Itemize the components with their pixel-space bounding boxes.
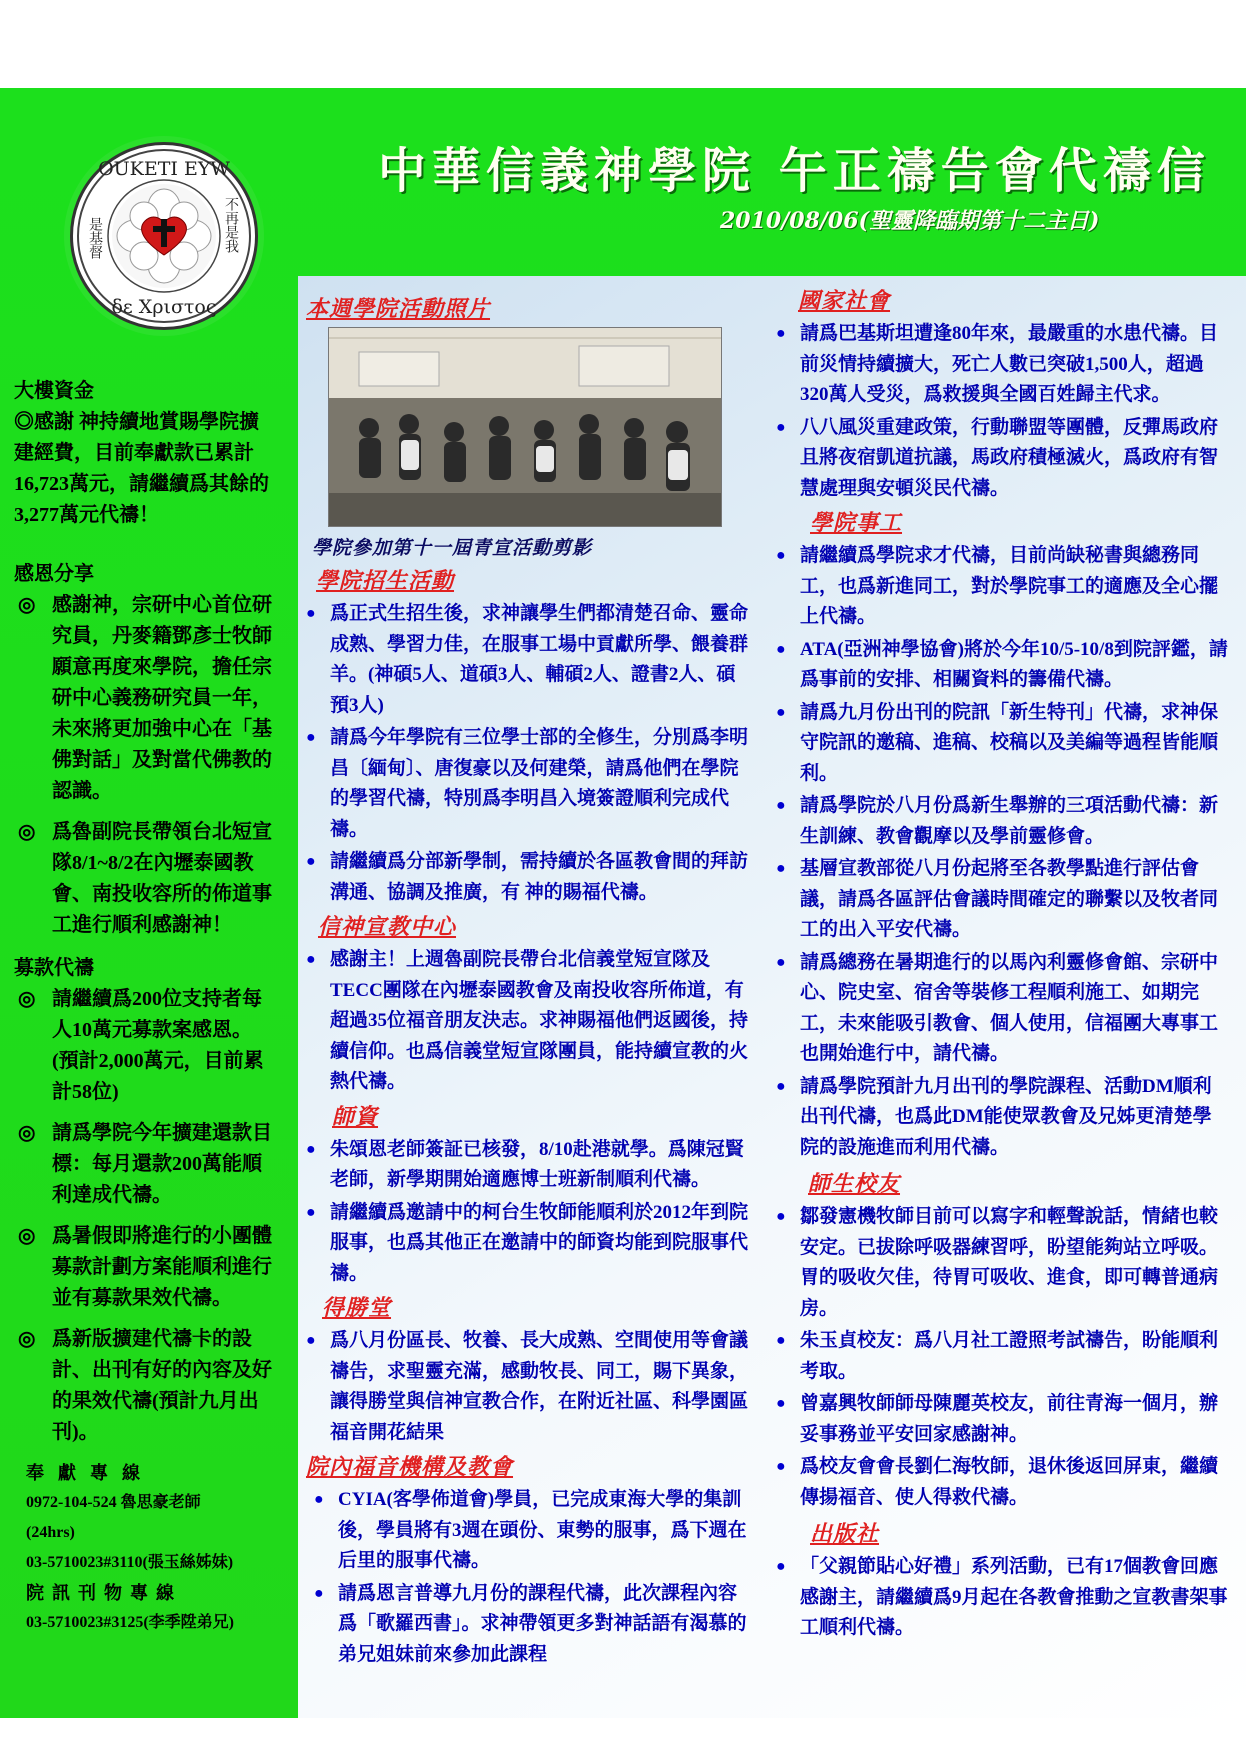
svg-text:OUKETI EYW: OUKETI EYW bbox=[98, 158, 230, 180]
list-item: ● 請爲學院預計九月出刊的學院課程、活動DM順利出刊代禱，也爲此DM能使眾教會及兄姊更清楚學院的設施進而利用代禱。 bbox=[776, 1072, 1228, 1164]
svg-text:不再是我: 不再是我 bbox=[223, 197, 239, 253]
list-item: ● 請爲總務在暑期進行的以馬內利靈修會館、宗研中心、院史室、宿舍等裝修工程順利施工、如期完工，未來能吸引教會、個人使用，信福團大專事工也開始進行中，請代禱。 bbox=[776, 948, 1228, 1070]
desheng-heading: 得勝堂 bbox=[322, 1295, 392, 1320]
sidebar bbox=[12, 374, 280, 1638]
hotline-phone-2: 03-5710023#3110(張玉絲姊妹) bbox=[26, 1554, 234, 1571]
faculty-list bbox=[306, 1135, 754, 1290]
list-item: ● 請爲巴基斯坦遭逢80年來，最嚴重的水患代禱。目前災情持續擴大，死亡人數已突破1,500人，超過320萬人受災，爲救援與全國百姓歸主代求。 bbox=[776, 319, 1228, 411]
photos-heading: 本週學院活動照片 bbox=[306, 296, 491, 321]
list-item: ● CYIA(客學佈道會)學員，已完成東海大學的集訓後，學員將有3週在頭份、東勢的服事，爲下週在后里的服事代禱。 bbox=[314, 1485, 754, 1577]
list-item: ◎ 請爲學院今年擴建還款目標：每月還款200萬能順利達成代禱。 bbox=[18, 1122, 272, 1206]
hotline-phone-3: 03-5710023#3125(李季陞弟兄) bbox=[26, 1614, 234, 1631]
hotline-hours: (24hrs) bbox=[26, 1524, 75, 1541]
list-item: ◎ 爲新版擴建代禱卡的設計、出刊有好的內容及好的果效代禱(預計九月出刊)。 bbox=[18, 1328, 272, 1443]
list-item: ● 請爲今年學院有三位學士部的全修生，分別爲李明昌〔緬甸〕、唐復豪以及何建榮，請爲他們在學院的學習代禱，特別爲李明昌入境簽證順利完成代禱。 bbox=[306, 723, 754, 845]
list-item: ● 「父親節貼心好禮」系列活動，已有17個教會回應感謝主，請繼續爲9月起在各教會推動之宣教書架事工順利代禱。 bbox=[776, 1552, 1228, 1644]
newsletter-page bbox=[0, 88, 1246, 1718]
right-column bbox=[776, 284, 1228, 1646]
recruit-list bbox=[306, 599, 754, 908]
recruit-heading: 學院招生活動 bbox=[316, 568, 455, 593]
svg-text:是基督: 是基督 bbox=[87, 217, 103, 259]
fundraising-list bbox=[12, 984, 280, 1448]
list-item: ● 請爲恩言普導九月份的課程代禱，此次課程內容爲「歌羅西書」。求神帶領更多對神話語有渴慕的弟兄姐妹前來參加此課程 bbox=[314, 1579, 754, 1671]
photo-caption: 學院參加第十一屆青宣活動剪影 bbox=[312, 538, 593, 559]
desheng-list bbox=[306, 1326, 754, 1448]
nation-heading: 國家社會 bbox=[798, 288, 891, 313]
luther-rose-icon bbox=[73, 145, 255, 327]
list-item: ● 請爲九月份出刊的院訊「新生特刊」代禱，求神保守院訊的邀稿、進稿、校稿以及美編等過程皆能順利。 bbox=[776, 698, 1228, 790]
list-item: ◎ 爲暑假即將進行的小團體募款計劃方案能順利進行並有募款果效代禱。 bbox=[18, 1225, 272, 1309]
list-item: ● 爲校友會會長劉仁海牧師，退休後返回屏東，繼續傳揚福音、使人得救代禱。 bbox=[776, 1452, 1228, 1513]
building-fund-text: ◎感謝 神持續地賞賜學院擴建經費，目前奉獻款已累計16,723萬元，請繼續爲其餘的 3,277萬元代禱！ bbox=[14, 411, 269, 526]
hotline-phone-1: 0972-104-524 魯思豪老師 bbox=[26, 1494, 201, 1511]
list-item: ● 感謝主！上週魯副院長帶台北信義堂短宣隊及TECC團隊在內壢泰國教會及南投收容所佈道，有超過35位福音朋友決志。求神賜福他們返國後，持續信仰。也爲信義堂短宣隊團員，能持續宣教的火熱代禱。 bbox=[306, 945, 754, 1098]
list-item: ● 朱玉貞校友：爲八月社工證照考試禱告，盼能順利考取。 bbox=[776, 1326, 1228, 1387]
newsletter-date: 2010/08/06(聖靈降臨期第十二主日) bbox=[720, 208, 1100, 234]
list-item: ● 曾嘉興牧師師母陳麗英校友，前往青海一個月，辦妥事務並平安回家感謝神。 bbox=[776, 1389, 1228, 1450]
missions-heading: 信神宣教中心 bbox=[318, 914, 457, 939]
hotline-block bbox=[26, 1458, 280, 1638]
list-item: ● 請繼續爲分部新學制，需持續於各區教會間的拜訪溝通、協調及推廣，有 神的賜福代禱。 bbox=[306, 847, 754, 908]
list-item: ● 請繼續爲邀請中的柯台生牧師能順利於2012年到院服事，也爲其他正在邀請中的師資均能到院服事代禱。 bbox=[306, 1198, 754, 1290]
svg-text:δε Χριστος: δε Χριστος bbox=[111, 296, 217, 318]
event-photo bbox=[328, 327, 722, 527]
list-item: ● 請爲學院於八月份爲新生舉辦的三項活動代禱：新生訓練、教會觀摩以及學前靈修會。 bbox=[776, 791, 1228, 852]
seminary-logo bbox=[70, 142, 258, 330]
list-item: ◎ 爲魯副院長帶領台北短宣隊8/1~8/2在內壢泰國教會、南投收容所的佈道事工進行順利感謝神！ bbox=[18, 821, 272, 936]
faculty-heading: 師資 bbox=[332, 1103, 379, 1129]
list-item: ● 鄒發憲機牧師目前可以寫字和輕聲說話，情緒也較安定。已拔除呼吸器練習呼，盼望能夠站立呼吸。胃的吸收欠佳，待胃可吸收、進食，即可轉普通病房。 bbox=[776, 1202, 1228, 1324]
publication-hotline-title: 院訊刊物專線 bbox=[26, 1583, 182, 1603]
gospel-heading: 院內福音機構及教會 bbox=[306, 1454, 514, 1479]
thanks-list bbox=[12, 590, 280, 941]
alumni-heading: 師生校友 bbox=[808, 1171, 901, 1196]
list-item: ● 請繼續爲學院求才代禱，目前尚缺秘書與總務同工，也爲新進同工，對於學院事工的適應及全心擺上代禱。 bbox=[776, 541, 1228, 633]
list-item: ● ATA(亞洲神學協會)將於今年10/5-10/8到院評鑑，請爲事前的安排、相關資料的籌備代禱。 bbox=[776, 635, 1228, 696]
gospel-list bbox=[314, 1485, 754, 1670]
publishing-heading: 出版社 bbox=[810, 1521, 880, 1546]
list-item: ● 八八風災重建政策，行動聯盟等團體，反彈馬政府且將夜宿凱道抗議，馬政府積極滅火，爲政府有智慧處理與安頓災民代禱。 bbox=[776, 413, 1228, 505]
building-fund-heading: 大樓資金 bbox=[14, 380, 94, 402]
offering-hotline-title: 奉獻專線 bbox=[26, 1463, 154, 1483]
list-item: ● 朱頌恩老師簽証已核發，8/10赴港就學。爲陳冠賢老師，新學期開始適應博士班新制順利代禱。 bbox=[306, 1135, 754, 1196]
list-item: ◎ 感謝神，宗研中心首位研究員，丹麥籍鄧彥士牧師願意再度來學院，擔任宗研中心義務研究員一年，未來將更加強中心在「基佛對話」及對當代佛教的認識。 bbox=[18, 594, 272, 802]
list-item: ◎ 請繼續爲200位支持者每人10萬元募款案感恩。(預計2,000萬元，目前累計58位) bbox=[18, 988, 264, 1103]
list-item: ● 爲正式生招生後，求神讓學生們都清楚召命、靈命成熟、學習力佳，在服事工場中貢獻所學、餵養群羊。(神碩5人、道碩3人、輔碩2人、證書2人、碩預3人) bbox=[306, 599, 754, 721]
list-item: ● 基層宣教部從八月份起將至各教學點進行評估會議，請爲各區評估會議時間確定的聯繫以及牧者同工的出入平安代禱。 bbox=[776, 854, 1228, 946]
middle-column bbox=[306, 292, 754, 1672]
alumni-list bbox=[776, 1202, 1228, 1513]
thanks-heading: 感恩分享 bbox=[14, 563, 94, 585]
fundraising-heading: 募款代禱 bbox=[14, 957, 94, 979]
publishing-list bbox=[776, 1552, 1228, 1644]
affairs-list bbox=[776, 541, 1228, 1163]
list-item: ● 爲八月份區長、牧養、長大成熟、空間使用等會議禱告，求聖靈充滿，感動牧長、同工，賜下異象，讓得勝堂與信神宣教合作，在附近社區、科學園區福音開花結果 bbox=[306, 1326, 754, 1448]
missions-list bbox=[306, 945, 754, 1098]
affairs-heading: 學院事工 bbox=[810, 510, 903, 535]
nation-list bbox=[776, 319, 1228, 504]
newsletter-title: 中華信義神學院 午正禱告會代禱信 bbox=[378, 143, 1211, 199]
